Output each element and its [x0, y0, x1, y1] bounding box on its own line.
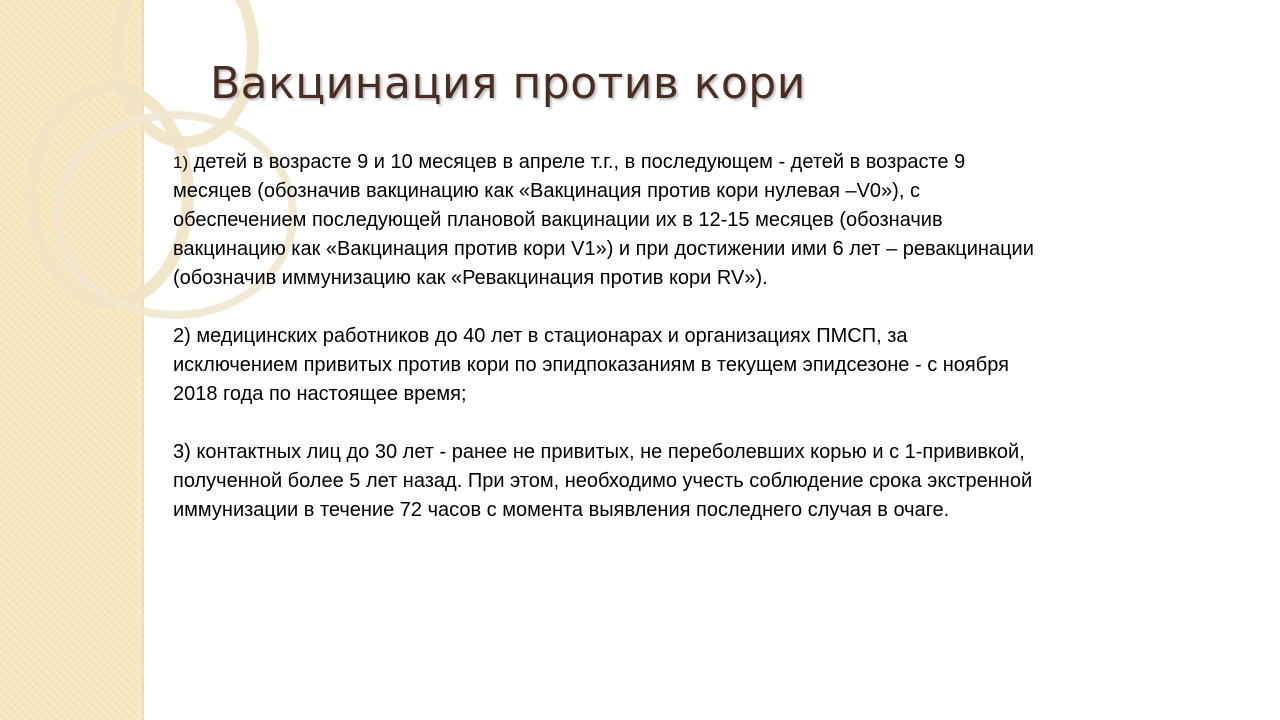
text-line: (обозначив иммунизацию как «Ревакцинация против кори RV»). [173, 267, 768, 289]
text-line: 2) медицинских работников до 40 лет в стационарах и организациях ПМСП, за [173, 325, 908, 347]
text-line: месяцев (обозначив вакцинацию как «Вакцинация против кори нулевая –V0»), с [173, 180, 920, 202]
list-item-3 [173, 438, 1218, 525]
side-band-edge [142, 0, 144, 720]
slide-body [173, 148, 1218, 554]
item-number: 1) [173, 153, 189, 172]
text-line: 2018 года по настоящее время; [173, 383, 467, 405]
text-line: полученной более 5 лет назад. При этом, необходимо учесть соблюдение срока экстренной [173, 470, 1033, 492]
list-item-1 [173, 148, 1218, 293]
text-line: 3) контактных лиц до 30 лет - ранее не привитых, не переболевших корью и с 1-прививкой, [173, 441, 1025, 463]
line-text: детей в возрасте 9 и 10 месяцев в апреле т.г., в последующем - детей в возрасте 9 [188, 151, 966, 173]
text-line: обеспечением последующей плановой вакцинации их в 12-15 месяцев (обозначив [173, 209, 943, 231]
decorative-side-band [0, 0, 142, 720]
list-item-2 [173, 322, 1218, 409]
text-line: вакцинацию как «Вакцинация против кори V1») и при достижении ими 6 лет – ревакцинации [173, 238, 1034, 260]
text-line: исключением привитых против кори по эпидпоказаниям в текущем эпидсезоне - с ноября [173, 354, 1009, 376]
text-line [173, 148, 1218, 177]
text-line: иммунизации в течение 72 часов с момента выявления последнего случая в очаге. [173, 499, 950, 521]
slide-title: Вакцинация против кори [210, 58, 806, 109]
